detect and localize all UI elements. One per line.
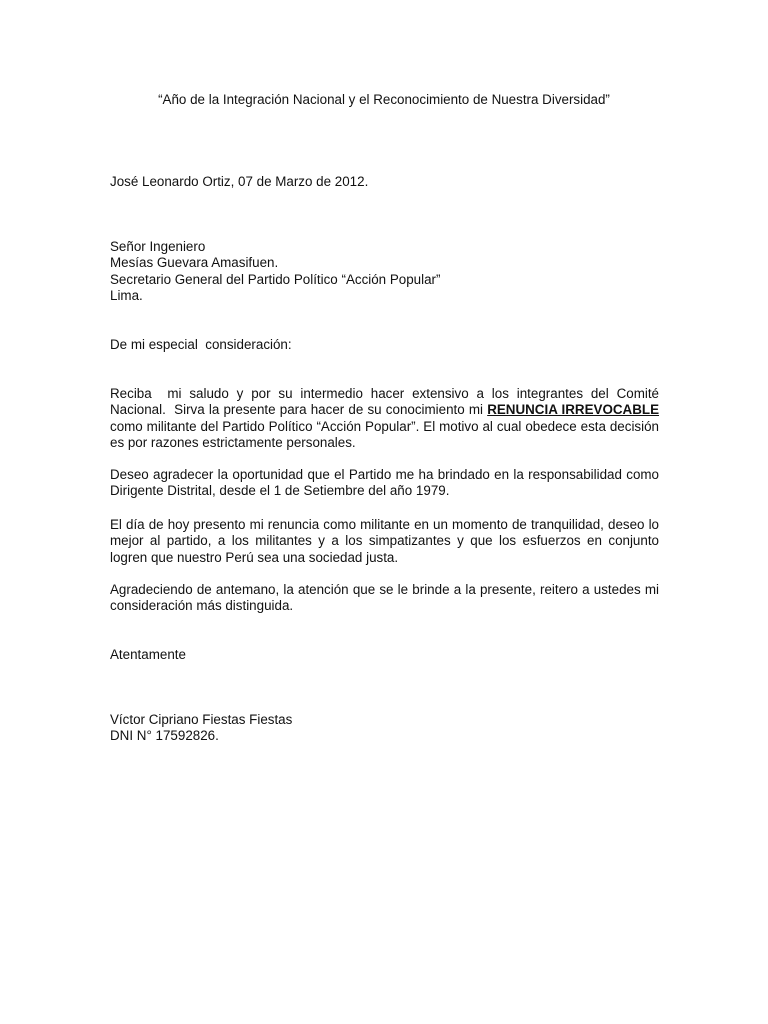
- signer-dni: DNI N° 17592826.: [110, 728, 219, 744]
- paragraph-1-intro: Reciba mi saludo y por su intermedio hacer extensivo a los integrantes del Comité Nacional. Sirva la presente para hacer de su conocimiento mi: [110, 386, 663, 418]
- paragraph-1-rest: como militante del Partido Político “Acción Popular”. El motivo al cual obedece esta decisión es por razones estrictamente personales.: [110, 402, 663, 450]
- recipient-block: [110, 239, 659, 304]
- recipient-title: Señor Ingeniero: [110, 239, 206, 254]
- closing-phrase: Atentamente: [110, 647, 186, 662]
- recipient-city: Lima.: [110, 287, 143, 303]
- motto-heading: “Año de la Integración Nacional y el Reconocimiento de Nuestra Diversidad”: [158, 92, 610, 107]
- place-date: José Leonardo Ortiz, 07 de Marzo de 2012.: [110, 174, 369, 189]
- signer-name: Víctor Cipriano Fiestas Fiestas: [110, 712, 293, 727]
- body-paragraph-2: Deseo agradecer la oportunidad que el Partido me ha brindado en la responsabilidad como Dirigente Distrital, desde el 1 de Setiembre del año 1979.: [110, 467, 659, 499]
- body-paragraph-1: [110, 386, 663, 451]
- body-paragraph-4: Agradeciendo de antemano, la atención que se le brinde a la presente, reitero a ustedes mi consideración más distinguida.: [110, 582, 659, 614]
- resignation-emphasis: RENUNCIA IRREVOCABLE: [487, 402, 660, 418]
- salutation: De mi especial consideración:: [110, 337, 292, 352]
- body-paragraph-3: El día de hoy presento mi renuncia como militante en un momento de tranquilidad, deseo lo mejor al partido, a los militantes y a los simpatizantes y que los esfuerzos en conjunto logren que nuestro Perú sea una sociedad justa.: [110, 517, 659, 565]
- signature-block: [110, 712, 659, 745]
- recipient-position: Secretario General del Partido Político “Acción Popular”: [110, 271, 441, 287]
- recipient-name: Mesías Guevara Amasifuen.: [110, 255, 279, 271]
